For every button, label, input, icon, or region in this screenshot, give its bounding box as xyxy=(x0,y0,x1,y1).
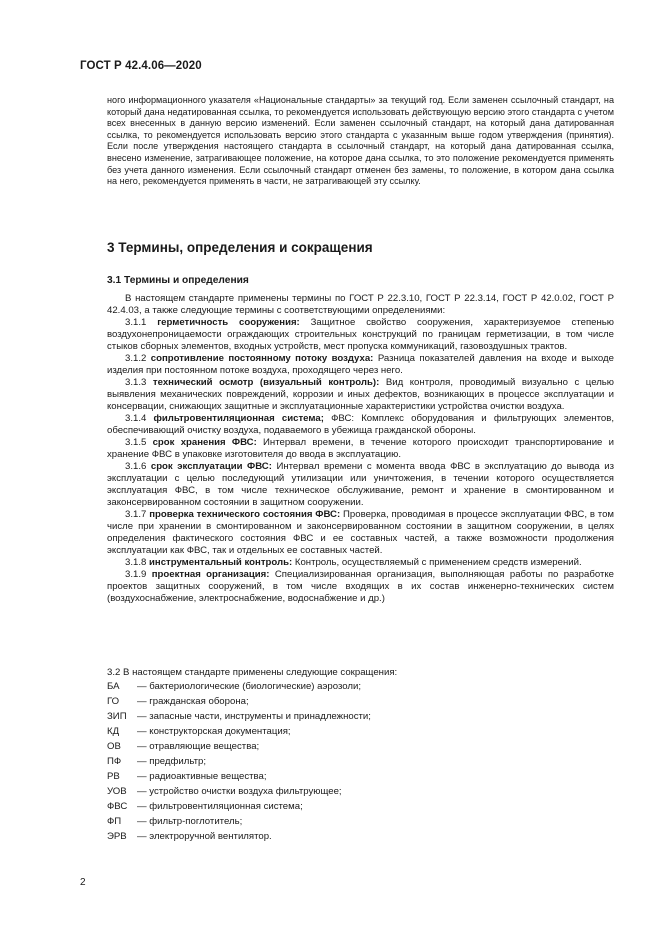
abbreviation-code: ЗИП xyxy=(107,711,127,722)
definition-number: 3.1.4 xyxy=(125,413,147,424)
abbreviation-description: — электроручной вентилятор. xyxy=(137,831,272,842)
abbreviation-description: — отравляющие вещества; xyxy=(137,741,260,752)
abbreviation-description: — конструкторская документация; xyxy=(137,726,291,737)
abbreviation-description: — бактериологические (биологические) аэрозоли; xyxy=(137,681,361,692)
abbreviation-row xyxy=(107,739,371,754)
definition-number: 3.1.6 xyxy=(125,461,147,472)
definition-item xyxy=(107,569,614,605)
definition-term: герметичность сооружения: xyxy=(157,317,300,328)
definition-item xyxy=(107,437,614,461)
definition-text: Проверка, проводимая в процессе эксплуатации ФВС, в том числе при хранении в смонтированном и законсервированном состоянии в защитном сооружении, в целях определения фактического состояния ФВС и ее составных частей, а также возможности продолжения эксплуатации как ФВС, так и отдельных ее составных частей. xyxy=(107,509,615,556)
definition-item xyxy=(107,353,614,377)
definition-item xyxy=(107,557,614,569)
page-number: 2 xyxy=(80,877,86,888)
abbreviation-row xyxy=(107,679,371,694)
abbreviation-description: — устройство очистки воздуха фильтрующее; xyxy=(137,786,342,797)
abbreviation-code: ФВС xyxy=(107,801,128,812)
abbreviation-row xyxy=(107,754,371,769)
abbreviation-description: — фильтр-поглотитель; xyxy=(137,816,243,827)
abbreviation-code: ФП xyxy=(107,816,122,827)
definitions-block xyxy=(107,293,614,605)
definition-number: 3.1.7 xyxy=(125,509,147,520)
abbreviation-code: ОВ xyxy=(107,741,121,752)
definition-number: 3.1.3 xyxy=(125,377,147,388)
abbreviation-row xyxy=(107,799,371,814)
abbreviation-row xyxy=(107,829,371,844)
definition-text: Защитное свойство сооружения, характеризуемое степенью воздухонепроницаемости ограждающих строительных конструкций по границам герметизации, в том числе стыков сборных элементов, входных устройств, мест пропуска коммуникаций, газовоздушных трактов. xyxy=(107,317,615,352)
definition-term: срок эксплуатации ФВС: xyxy=(150,461,272,472)
definition-number: 3.1.8 xyxy=(125,557,147,568)
definition-text: Вид контроля, проводимый визуально с целью выявления механических повреждений, коррозии и иных дефектов, возникающих в процессе эксплуатации и консервации, снижающих защитные и эксплуатационные характеристики устройства очистки воздуха. xyxy=(107,377,615,412)
definitions-lead: В настоящем стандарте применены термины по ГОСТ Р 22.3.10, ГОСТ Р 22.3.14, ГОСТ Р 42.0.02, ГОСТ Р 42.4.03, а также следующие термины с соответствующими определениями: xyxy=(107,293,614,316)
definition-term: срок хранения ФВС: xyxy=(152,437,257,448)
definition-number: 3.1.9 xyxy=(125,569,147,580)
subsection-title: 3.1 Термины и определения xyxy=(107,275,249,286)
section-title: 3 Термины, определения и сокращения xyxy=(107,240,373,255)
definition-term: сопротивление постоянному потоку воздуха: xyxy=(150,353,374,364)
abbreviation-row xyxy=(107,694,371,709)
definition-item xyxy=(107,509,614,557)
abbreviation-description: — радиоактивные вещества; xyxy=(137,771,267,782)
document-header: ГОСТ Р 42.4.06—2020 xyxy=(80,60,202,72)
intro-paragraph xyxy=(107,95,614,188)
abbreviation-code: УОВ xyxy=(107,786,127,797)
definition-number: 3.1.2 xyxy=(125,353,147,364)
definition-text: Контроль, осуществляемый с применением средств измерений. xyxy=(294,557,582,568)
definition-term: проверка технического состояния ФВС: xyxy=(149,509,341,520)
abbreviation-code: ЭРВ xyxy=(107,831,127,842)
definition-text: ФВС: Комплекс оборудования и фильтрующих элементов, обеспечивающий очистку воздуха, подаваемого в убежища гражданской обороны. xyxy=(107,413,614,436)
definition-text: Специализированная организация, выполняющая работы по разработке проектов защитных сооружений, в том числе входящих в их состав инженерно-технических систем (воздухоснабжение, электроснабжение, водоснабжение и др.) xyxy=(107,569,614,604)
intro-text: ного информационного указателя «Национальные стандарты» за текущий год. Если заменен ссылочный стандарт, на который дана недатированная ссылка, то рекомендуется использовать действующую версию этого стандарта с учетом всех внесенных в данную версию изменений. Если заменен ссылочный стандарт, на который дана датированная ссылка, то рекомендуется использовать версию этого стандарта с указанным выше годом утверждения (принятия). Если после утверждения настоящего стандарта в ссылочный стандарт, на который дана датированная ссылка, внесено изменение, затрагивающее положение, на которое дана ссылка, то это положение рекомендуется применять без учета данного изменения. Если ссылочный стандарт отменен без замены, то положение, в котором дана ссылка на него, рекомендуется применять в части, не затрагивающей эту ссылку. xyxy=(107,95,614,187)
abbreviation-code: ГО xyxy=(107,696,120,707)
definition-text: Интервал времени с момента ввода ФВС в эксплуатацию до вывода из эксплуатации с целью последующий утилизации или уничтожения, в течении которого осуществляется эксплуатация ФВС, в том числе техническое обслуживание, ремонт и хранение в смонтированном и законсервированном состоянии в защитном сооружении. xyxy=(107,461,615,508)
definition-term: инструментальный контроль: xyxy=(149,557,293,568)
definition-item xyxy=(107,377,614,413)
definition-text: Интервал времени, в течение которого происходит транспортирование и хранение ФВС в упаковке изготовителя до ввода в эксплуатацию. xyxy=(107,437,614,460)
abbreviation-row xyxy=(107,784,371,799)
abbreviation-code: ПФ xyxy=(107,756,122,767)
definition-number: 3.1.1 xyxy=(125,317,147,328)
abbreviation-description: — запасные части, инструменты и принадлежности; xyxy=(137,711,371,722)
abbreviation-row xyxy=(107,814,371,829)
abbreviations-list xyxy=(107,679,371,844)
abbreviation-description: — гражданская оборона; xyxy=(137,696,249,707)
definition-item xyxy=(107,413,614,437)
abbreviation-code: РВ xyxy=(107,771,120,782)
definition-term: проектная организация: xyxy=(151,569,270,580)
definition-term: технический осмотр (визуальный контроль): xyxy=(152,377,380,388)
definition-item xyxy=(107,317,614,353)
abbreviation-row xyxy=(107,769,371,784)
definition-term: фильтровентиляционная система; xyxy=(153,413,324,424)
abbreviations-intro: 3.2 В настоящем стандарте применены следующие сокращения: xyxy=(107,667,398,678)
abbreviation-row xyxy=(107,724,371,739)
abbreviation-row xyxy=(107,709,371,724)
abbreviation-description: — фильтровентиляционная система; xyxy=(137,801,303,812)
abbreviation-code: БА xyxy=(107,681,120,692)
abbreviation-code: КД xyxy=(107,726,120,737)
abbreviation-description: — предфильтр; xyxy=(137,756,207,767)
definition-item xyxy=(107,461,614,509)
definition-number: 3.1.5 xyxy=(125,437,147,448)
definition-text: Разница показателей давления на входе и выходе изделия при постоянном потоке воздуха, проходящего через него. xyxy=(107,353,614,376)
